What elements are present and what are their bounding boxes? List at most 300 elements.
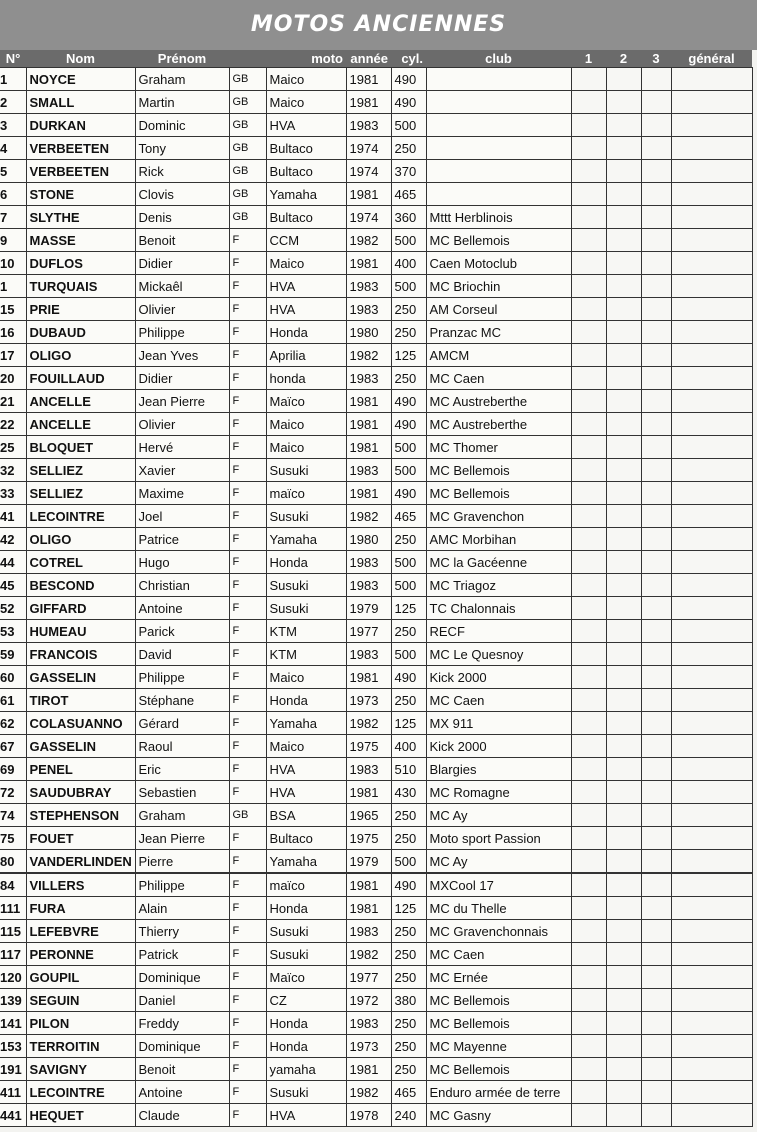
rider-last-name: SAUDUBRAY [26, 781, 135, 804]
score-general [671, 206, 752, 229]
rider-nationality: F [229, 252, 266, 275]
rider-nationality: GB [229, 160, 266, 183]
bike-displacement: 240 [391, 1104, 426, 1127]
rider-nationality: F [229, 551, 266, 574]
rider-nationality: F [229, 344, 266, 367]
rider-number: 4 [0, 137, 26, 160]
score-manche-1 [571, 966, 606, 989]
table-row [0, 137, 752, 160]
score-general [671, 620, 752, 643]
score-manche-1 [571, 252, 606, 275]
page-title: MOTOS ANCIENNES [250, 12, 507, 37]
table-row [0, 298, 752, 321]
table-row [0, 943, 752, 966]
score-manche-2 [606, 597, 641, 620]
score-manche-3 [641, 804, 671, 827]
header-moto: moto [266, 50, 346, 68]
score-general [671, 91, 752, 114]
score-general [671, 574, 752, 597]
score-manche-2 [606, 758, 641, 781]
rider-number: 16 [0, 321, 26, 344]
score-manche-2 [606, 413, 641, 436]
rider-number: 111 [0, 897, 26, 920]
bike-displacement: 465 [391, 183, 426, 206]
score-manche-3 [641, 897, 671, 920]
score-general [671, 827, 752, 850]
bike-displacement: 380 [391, 989, 426, 1012]
rider-club: MC Ay [426, 804, 571, 827]
bike-make: HVA [266, 781, 346, 804]
score-manche-1 [571, 1012, 606, 1035]
bike-year: 1983 [346, 643, 391, 666]
rider-nationality: F [229, 482, 266, 505]
header-manche-1: 1 [571, 50, 606, 68]
bike-year: 1983 [346, 459, 391, 482]
score-manche-2 [606, 344, 641, 367]
score-manche-3 [641, 1081, 671, 1104]
score-general [671, 482, 752, 505]
rider-club [426, 137, 571, 160]
bike-year: 1977 [346, 966, 391, 989]
header-annee: année [346, 50, 391, 68]
rider-last-name: SEGUIN [26, 989, 135, 1012]
rider-first-name: Christian [135, 574, 229, 597]
rider-number: 75 [0, 827, 26, 850]
rider-first-name: Eric [135, 758, 229, 781]
score-manche-2 [606, 528, 641, 551]
rider-first-name: Raoul [135, 735, 229, 758]
score-manche-3 [641, 321, 671, 344]
bike-year: 1983 [346, 367, 391, 390]
bike-displacement: 250 [391, 966, 426, 989]
rider-nationality: F [229, 943, 266, 966]
table-row [0, 920, 752, 943]
bike-year: 1965 [346, 804, 391, 827]
bike-displacement: 500 [391, 436, 426, 459]
score-manche-2 [606, 367, 641, 390]
score-general [671, 367, 752, 390]
score-general [671, 137, 752, 160]
rider-last-name: TURQUAIS [26, 275, 135, 298]
bike-year: 1982 [346, 712, 391, 735]
rider-first-name: Patrick [135, 943, 229, 966]
score-manche-1 [571, 597, 606, 620]
bike-make: Aprilia [266, 344, 346, 367]
score-manche-3 [641, 1035, 671, 1058]
bike-displacement: 500 [391, 551, 426, 574]
rider-club: RECF [426, 620, 571, 643]
bike-make: HVA [266, 114, 346, 137]
score-manche-2 [606, 275, 641, 298]
entry-list-table [0, 50, 753, 1127]
score-manche-1 [571, 574, 606, 597]
rider-nationality: F [229, 689, 266, 712]
rider-first-name: Dominique [135, 966, 229, 989]
score-manche-3 [641, 597, 671, 620]
bike-make: Maico [266, 91, 346, 114]
bike-displacement: 400 [391, 252, 426, 275]
rider-number: 191 [0, 1058, 26, 1081]
rider-first-name: Stéphane [135, 689, 229, 712]
bike-make: Honda [266, 689, 346, 712]
score-manche-3 [641, 206, 671, 229]
rider-last-name: VERBEETEN [26, 160, 135, 183]
rider-nationality: F [229, 1012, 266, 1035]
score-general [671, 689, 752, 712]
header-num: N° [0, 50, 26, 68]
bike-displacement: 250 [391, 298, 426, 321]
table-row [0, 114, 752, 137]
bike-displacement: 490 [391, 68, 426, 91]
score-general [671, 989, 752, 1012]
rider-nationality: GB [229, 206, 266, 229]
score-manche-2 [606, 1058, 641, 1081]
bike-year: 1983 [346, 114, 391, 137]
bike-displacement: 250 [391, 1012, 426, 1035]
rider-club: MC Caen [426, 689, 571, 712]
rider-number: 69 [0, 758, 26, 781]
rider-number: 17 [0, 344, 26, 367]
bike-make: HVA [266, 298, 346, 321]
score-manche-1 [571, 413, 606, 436]
rider-number: 44 [0, 551, 26, 574]
table-row [0, 68, 752, 91]
rider-nationality: F [229, 321, 266, 344]
score-manche-1 [571, 827, 606, 850]
rider-number: 62 [0, 712, 26, 735]
score-manche-1 [571, 183, 606, 206]
table-row [0, 1035, 752, 1058]
score-general [671, 643, 752, 666]
bike-displacement: 125 [391, 712, 426, 735]
bike-year: 1981 [346, 413, 391, 436]
rider-last-name: SELLIEZ [26, 459, 135, 482]
bike-displacement: 125 [391, 597, 426, 620]
table-row [0, 91, 752, 114]
table-row [0, 275, 752, 298]
score-manche-2 [606, 1012, 641, 1035]
header-nat [229, 50, 266, 68]
bike-make: Susuki [266, 459, 346, 482]
score-manche-1 [571, 1081, 606, 1104]
rider-nationality: F [229, 597, 266, 620]
rider-first-name: Antoine [135, 597, 229, 620]
score-manche-2 [606, 804, 641, 827]
table-row [0, 989, 752, 1012]
bike-displacement: 250 [391, 689, 426, 712]
bike-make: Maico [266, 252, 346, 275]
bike-make: maïco [266, 873, 346, 897]
score-manche-2 [606, 114, 641, 137]
bike-displacement: 250 [391, 367, 426, 390]
bike-make: KTM [266, 620, 346, 643]
score-manche-1 [571, 735, 606, 758]
rider-number: 1 [0, 275, 26, 298]
rider-club: MC Bellemois [426, 1012, 571, 1035]
rider-nationality: F [229, 897, 266, 920]
table-row [0, 873, 752, 897]
rider-club [426, 91, 571, 114]
table-row [0, 252, 752, 275]
score-manche-3 [641, 989, 671, 1012]
rider-first-name: Philippe [135, 666, 229, 689]
bike-year: 1972 [346, 989, 391, 1012]
rider-nationality: F [229, 643, 266, 666]
rider-number: 53 [0, 620, 26, 643]
bike-make: maïco [266, 482, 346, 505]
score-manche-1 [571, 114, 606, 137]
score-manche-2 [606, 920, 641, 943]
rider-club: MC Triagoz [426, 574, 571, 597]
score-manche-1 [571, 206, 606, 229]
bike-displacement: 500 [391, 275, 426, 298]
rider-first-name: Graham [135, 804, 229, 827]
rider-last-name: DUBAUD [26, 321, 135, 344]
bike-year: 1975 [346, 735, 391, 758]
bike-make: Maico [266, 68, 346, 91]
rider-nationality: F [229, 873, 266, 897]
score-manche-1 [571, 459, 606, 482]
bike-make: Maïco [266, 966, 346, 989]
rider-club: MC Austreberthe [426, 413, 571, 436]
header-manche-2: 2 [606, 50, 641, 68]
bike-year: 1981 [346, 252, 391, 275]
rider-last-name: HUMEAU [26, 620, 135, 643]
bike-year: 1981 [346, 666, 391, 689]
score-general [671, 804, 752, 827]
score-manche-2 [606, 252, 641, 275]
table-row [0, 344, 752, 367]
rider-first-name: Didier [135, 252, 229, 275]
score-manche-1 [571, 528, 606, 551]
rider-number: 5 [0, 160, 26, 183]
bike-displacement: 500 [391, 850, 426, 874]
rider-nationality: F [229, 505, 266, 528]
table-row [0, 712, 752, 735]
bike-year: 1977 [346, 620, 391, 643]
rider-first-name: Dominique [135, 1035, 229, 1058]
score-manche-1 [571, 620, 606, 643]
rider-club: Pranzac MC [426, 321, 571, 344]
rider-nationality: F [229, 1058, 266, 1081]
rider-club: Kick 2000 [426, 666, 571, 689]
rider-club: MC la Gacéenne [426, 551, 571, 574]
bike-year: 1981 [346, 873, 391, 897]
rider-nationality: GB [229, 91, 266, 114]
bike-displacement: 370 [391, 160, 426, 183]
rider-club: MC Bellemois [426, 229, 571, 252]
score-manche-1 [571, 712, 606, 735]
rider-last-name: OLIGO [26, 344, 135, 367]
rider-number: 20 [0, 367, 26, 390]
score-manche-2 [606, 1035, 641, 1058]
rider-nationality: GB [229, 114, 266, 137]
score-manche-2 [606, 183, 641, 206]
bike-make: Bultaco [266, 160, 346, 183]
score-manche-2 [606, 735, 641, 758]
score-general [671, 114, 752, 137]
bike-year: 1980 [346, 528, 391, 551]
score-manche-3 [641, 137, 671, 160]
bike-make: BSA [266, 804, 346, 827]
rider-first-name: Antoine [135, 1081, 229, 1104]
rider-first-name: Hugo [135, 551, 229, 574]
rider-nationality: F [229, 666, 266, 689]
score-manche-3 [641, 1012, 671, 1035]
bike-year: 1981 [346, 436, 391, 459]
rider-last-name: BESCOND [26, 574, 135, 597]
bike-year: 1978 [346, 1104, 391, 1127]
table-row [0, 735, 752, 758]
score-manche-3 [641, 413, 671, 436]
table-row [0, 1058, 752, 1081]
score-manche-2 [606, 68, 641, 91]
score-manche-2 [606, 1081, 641, 1104]
rider-nationality: F [229, 758, 266, 781]
score-manche-2 [606, 459, 641, 482]
score-general [671, 413, 752, 436]
bike-make: Maico [266, 436, 346, 459]
rider-first-name: Jean Pierre [135, 827, 229, 850]
header-cyl: cyl. [391, 50, 426, 68]
bike-make: Yamaha [266, 183, 346, 206]
rider-first-name: Joel [135, 505, 229, 528]
score-manche-3 [641, 482, 671, 505]
bike-displacement: 490 [391, 390, 426, 413]
rider-last-name: LECOINTRE [26, 1081, 135, 1104]
table-row [0, 390, 752, 413]
rider-number: 115 [0, 920, 26, 943]
rider-first-name: Xavier [135, 459, 229, 482]
rider-number: 61 [0, 689, 26, 712]
bike-make: KTM [266, 643, 346, 666]
rider-last-name: OLIGO [26, 528, 135, 551]
rider-number: 52 [0, 597, 26, 620]
rider-club: MC Austreberthe [426, 390, 571, 413]
rider-club: Moto sport Passion [426, 827, 571, 850]
rider-nationality: F [229, 920, 266, 943]
rider-club: MC Mayenne [426, 1035, 571, 1058]
score-manche-1 [571, 989, 606, 1012]
rider-number: 80 [0, 850, 26, 874]
score-manche-1 [571, 873, 606, 897]
bike-make: Honda [266, 1035, 346, 1058]
header-prenom: Prénom [135, 50, 229, 68]
rider-first-name: Alain [135, 897, 229, 920]
score-general [671, 505, 752, 528]
table-row [0, 620, 752, 643]
rider-last-name: PRIE [26, 298, 135, 321]
bike-make: Bultaco [266, 827, 346, 850]
score-manche-2 [606, 298, 641, 321]
bike-displacement: 250 [391, 1035, 426, 1058]
bike-displacement: 250 [391, 321, 426, 344]
score-general [671, 160, 752, 183]
score-manche-1 [571, 367, 606, 390]
score-manche-2 [606, 850, 641, 874]
score-manche-2 [606, 689, 641, 712]
rider-number: 139 [0, 989, 26, 1012]
rider-last-name: BLOQUET [26, 436, 135, 459]
bike-make: Maïco [266, 390, 346, 413]
rider-club: MXCool 17 [426, 873, 571, 897]
bike-year: 1981 [346, 390, 391, 413]
rider-number: 441 [0, 1104, 26, 1127]
rider-first-name: Philippe [135, 321, 229, 344]
score-manche-2 [606, 91, 641, 114]
score-general [671, 920, 752, 943]
score-manche-2 [606, 482, 641, 505]
rider-last-name: GOUPIL [26, 966, 135, 989]
score-general [671, 966, 752, 989]
score-manche-2 [606, 436, 641, 459]
table-row [0, 413, 752, 436]
rider-number: 7 [0, 206, 26, 229]
bike-year: 1981 [346, 482, 391, 505]
table-row [0, 758, 752, 781]
rider-first-name: Olivier [135, 413, 229, 436]
score-manche-2 [606, 827, 641, 850]
score-manche-3 [641, 390, 671, 413]
bike-year: 1983 [346, 275, 391, 298]
bike-make: honda [266, 367, 346, 390]
score-general [671, 344, 752, 367]
rider-club: MC Gravenchonnais [426, 920, 571, 943]
score-general [671, 897, 752, 920]
rider-number: 15 [0, 298, 26, 321]
rider-club: MC Thomer [426, 436, 571, 459]
rider-number: 10 [0, 252, 26, 275]
score-manche-1 [571, 1035, 606, 1058]
rider-nationality: F [229, 827, 266, 850]
table-row [0, 643, 752, 666]
score-manche-3 [641, 666, 671, 689]
rider-nationality: GB [229, 804, 266, 827]
bike-make: Bultaco [266, 137, 346, 160]
header-general: général [671, 50, 752, 68]
bike-year: 1983 [346, 758, 391, 781]
table-row [0, 966, 752, 989]
rider-number: 59 [0, 643, 26, 666]
table-row [0, 1104, 752, 1127]
score-general [671, 1058, 752, 1081]
rider-first-name: Claude [135, 1104, 229, 1127]
score-general [671, 873, 752, 897]
bike-displacement: 400 [391, 735, 426, 758]
score-general [671, 1012, 752, 1035]
rider-number: 120 [0, 966, 26, 989]
rider-first-name: Freddy [135, 1012, 229, 1035]
rider-first-name: Mickaêl [135, 275, 229, 298]
score-manche-3 [641, 943, 671, 966]
bike-displacement: 250 [391, 920, 426, 943]
score-general [671, 781, 752, 804]
bike-make: Susuki [266, 920, 346, 943]
score-manche-3 [641, 229, 671, 252]
bike-make: Susuki [266, 505, 346, 528]
header-row [0, 50, 752, 68]
rider-number: 45 [0, 574, 26, 597]
score-general [671, 597, 752, 620]
score-manche-3 [641, 966, 671, 989]
rider-club: MC Caen [426, 943, 571, 966]
rider-first-name: Philippe [135, 873, 229, 897]
rider-first-name: David [135, 643, 229, 666]
score-manche-3 [641, 1058, 671, 1081]
score-general [671, 183, 752, 206]
rider-club: Enduro armée de terre [426, 1081, 571, 1104]
rider-first-name: Gérard [135, 712, 229, 735]
